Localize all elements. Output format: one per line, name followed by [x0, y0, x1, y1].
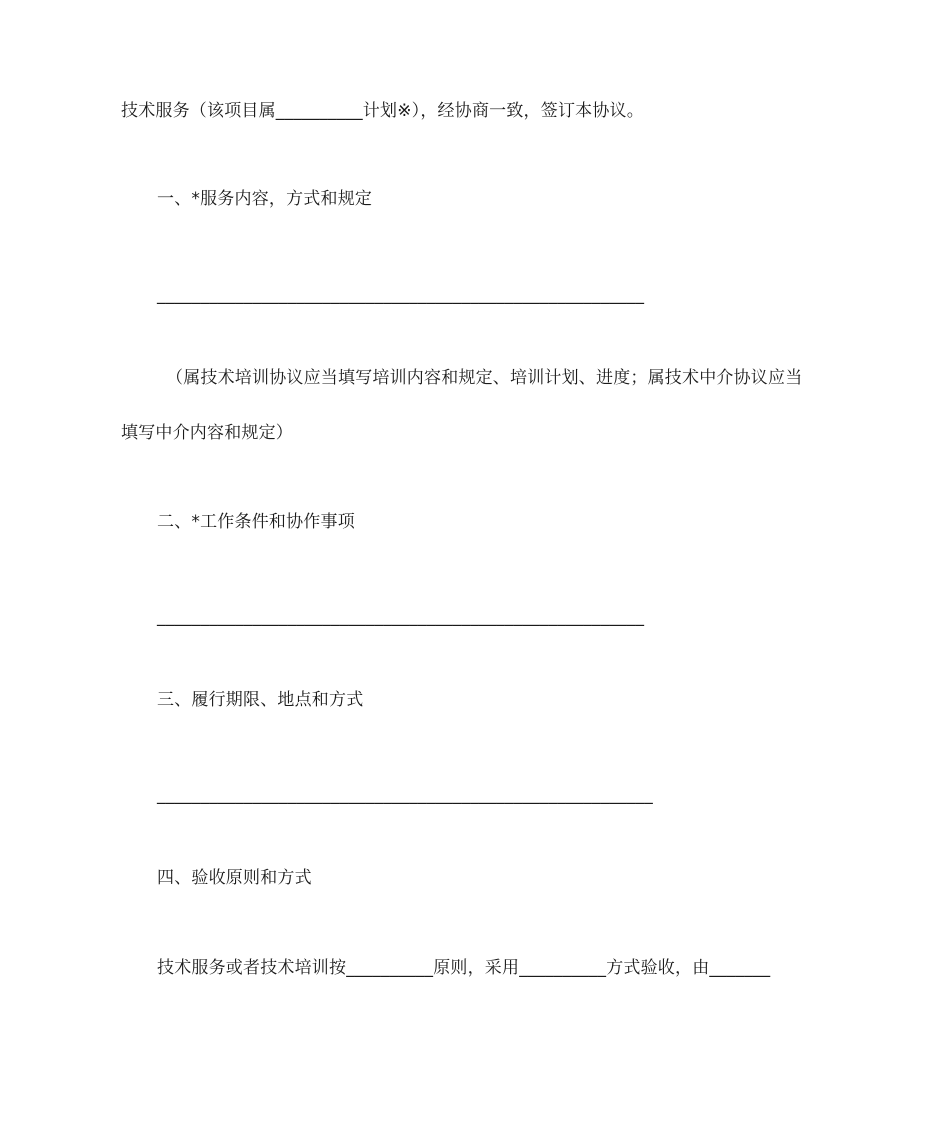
intro-line: 技术服务（该项目属__________计划※），经协商一致，签订本协议。 [121, 101, 644, 121]
section-2-blank-line: ________________________________________________________ [157, 607, 645, 627]
section-1-heading: 一、*服务内容，方式和规定 [157, 189, 373, 209]
section-2-heading: 二、*工作条件和协作事项 [157, 512, 355, 532]
section-3-heading: 三、履行期限、地点和方式 [157, 690, 364, 710]
section-4-body-line: 技术服务或者技术培训按__________原则，采用__________方式验收，由_______ [157, 958, 771, 978]
section-1-note-line-2: 填写中介内容和规定） [121, 423, 293, 443]
section-3-blank-line: _________________________________________________________ [157, 785, 653, 805]
section-1-note-line-1: （属技术培训协议应当填写培训内容和规定、培训计划、进度；属技术中介协议应当 [166, 368, 803, 388]
section-1-blank-line: ________________________________________________________ [157, 285, 645, 305]
section-4-heading: 四、验收原则和方式 [157, 868, 312, 888]
